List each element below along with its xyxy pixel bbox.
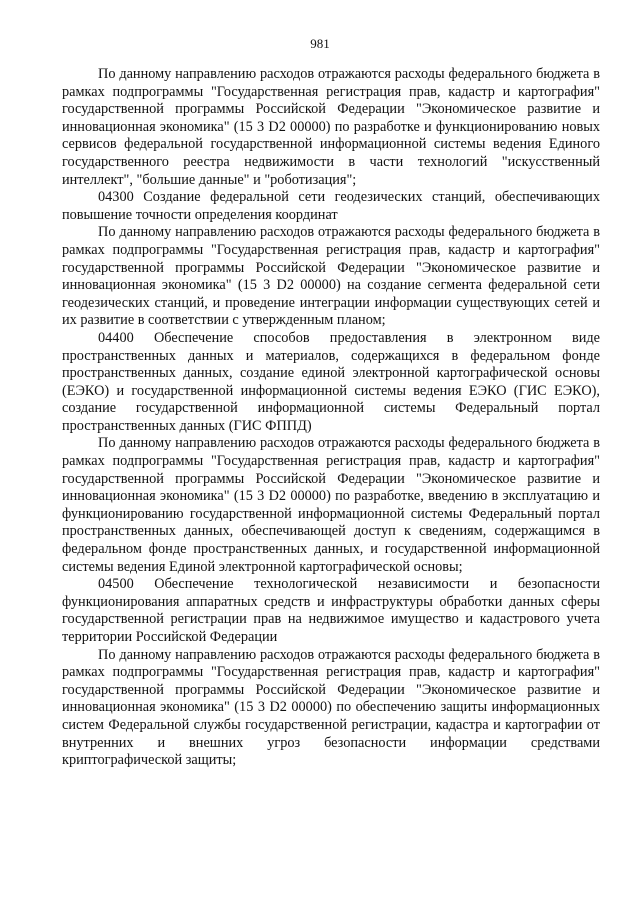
paragraph-expense-description: По данному направлению расходов отражаются расходы федерального бюджета в рамках подпрограммы "Государственная регистрация прав, кадастр и картография" государственной программы Российской Федерации "Экономическое развитие и инновационная экономика" (15 3 D2 00000) на создание сегмента федеральной сети геодезических станций, и проведение интеграции информации существующих сетей и их развитие в соответствии с утвержденным планом; [62,224,600,329]
paragraph-code-04400-heading: 04400 Обеспечение способов предоставления в электронном виде пространственных данных и материалов, содержащихся в федеральном фонде пространственных данных, создание единой электронной картографической основы (ЕЭКО) и государственной информационной системы ведения ЕЭКО (ГИС ЕЭКО), создание государственной информационной системы Федеральный портал пространственных данных (ГИС ФППД) [62,329,600,434]
paragraph-code-04500-heading: 04500 Обеспечение технологической независимости и безопасности функционирования аппаратных средств и инфраструктуры обработки данных сферы государственной регистрации прав на недвижимое имущество и кадастрового учета территории Российской Федерации [62,576,600,645]
paragraph-expense-description: По данному направлению расходов отражаются расходы федерального бюджета в рамках подпрограммы "Государственная регистрация прав, кадастр и картография" государственной программы Российской Федерации "Экономическое развитие и инновационная экономика" (15 3 D2 00000) по разработке и функционированию новых сервисов федеральной государственной информационной системы ведения Единого государственного реестра недвижимости в части технологий "искусственный интеллект", "большие данные" и "роботизация"; [62,66,600,188]
paragraph-expense-description: По данному направлению расходов отражаются расходы федерального бюджета в рамках подпрограммы "Государственная регистрация прав, кадастр и картография" государственной программы Российской Федерации "Экономическое развитие и инновационная экономика" (15 3 D2 00000) по разработке, введению в эксплуатацию и функционированию государственной информационной системы Федеральный портал пространственных данных, обеспечивающей доступ к сведениям, содержащимся в федеральном фонде пространственных данных, и государственной информационной системы ведения Единой электронной картографической основы; [62,435,600,575]
document-body [62,66,600,770]
paragraph-code-04300-heading: 04300 Создание федеральной сети геодезических станций, обеспечивающих повышение точности определения координат [62,189,600,223]
paragraph-expense-description: По данному направлению расходов отражаются расходы федерального бюджета в рамках подпрограммы "Государственная регистрация прав, кадастр и картография" государственной программы Российской Федерации "Экономическое развитие и инновационная экономика" (15 3 D2 00000) по обеспечению защиты информационных систем Федеральной службы государственной регистрации, кадастра и картографии от внутренних и внешних угроз безопасности информации средствами криптографической защиты; [62,646,600,769]
page-number: 981 [310,36,330,51]
